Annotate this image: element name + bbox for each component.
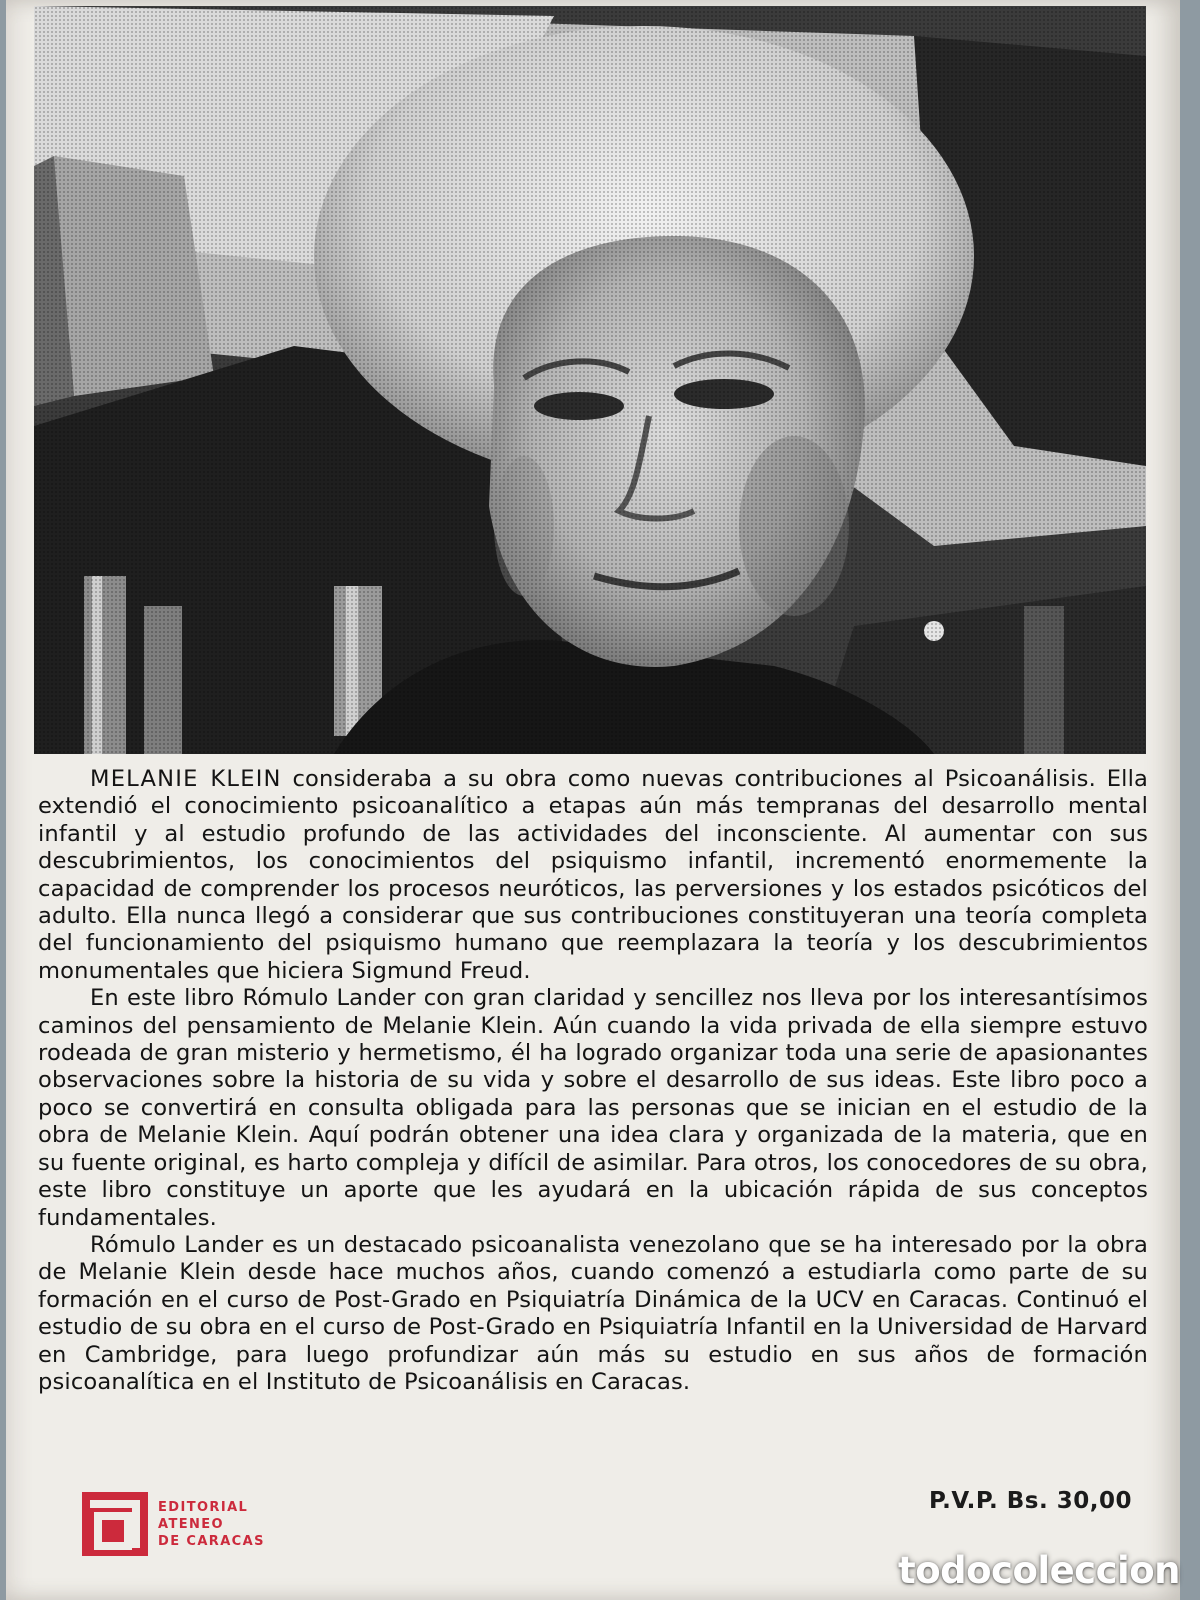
publisher-block: [82, 1492, 265, 1556]
editorial-ateneo-logo-icon: [82, 1492, 148, 1556]
publisher-line-1: EDITORIAL: [158, 1499, 249, 1515]
back-cover-blurb: [38, 766, 1148, 1396]
blurb-paragraph-2: En este libro Rómulo Lander con gran claridad y sencillez nos lleva por los interesantísimos caminos del pensamiento de Melanie Klein. Aún cuando la vida privada de ella siempre estuvo rodeada de gran misterio y hermetismo, él ha logrado organizar toda una serie de apasionantes observaciones sobre la historia de su vida y sobre el desarrollo de sus ideas. Este libro poco a poco se convertirá en consulta obligada para las personas que se inician en el estudio de la obra de Melanie Klein. Aquí podrán obtener una idea clara y organizada de la materia, que en su fuente original, es harto compleja y difícil de asimilar. Para otros, los conocedores de su obra, este libro constituye un aporte que les ayudará en la ubicación rápida de sus conceptos fundamentales.: [38, 985, 1148, 1231]
book-back-cover: [6, 0, 1180, 1600]
blurb-paragraph-3: Rómulo Lander es un destacado psicoanalista venezolano que se ha interesado por la obra de Melanie Klein desde hace muchos años, cuando comenzó a estudiarla como parte de su formación en el curso de Post-Grado en Psiquiatría Dinámica de la UCV en Caracas. Continuó el estudio de su obra en el curso de Post-Grado en Psiquiatría Infantil en la Universidad de Harvard en Cambridge, para luego profundizar aún más su estudio en sus años de formación psicoanalítica en el Instituto de Psicoanálisis en Caracas.: [38, 1231, 1148, 1395]
publisher-line-2: ATENEO: [158, 1516, 225, 1532]
publisher-line-3: DE CARACAS: [158, 1533, 265, 1549]
blurb-paragraph-1-text: consideraba a su obra como nuevas contribuciones al Psicoanálisis. Ella extendió el conocimiento psicoanalítico a etapas aún más tempranas del desarrollo mental infantil y al estudio profundo de las actividades del inconsciente. Al aumentar con sus descubrimientos, los conocimientos del psiquismo infantil, incrementó enormemente la capacidad de comprender los procesos neuróticos, las perversiones y los estados psicóticos del adulto. Ella nunca llegó a considerar que sus contribuciones constituyeran una teoría completa del funcionamiento del psiquismo humano que reemplazara la teoría y los descubrimientos monumentales que hiciera Sigmund Freud.: [38, 766, 1149, 984]
site-watermark: todocoleccion: [898, 1549, 1180, 1592]
author-name-lead: MELANIE KLEIN: [90, 766, 282, 792]
publisher-name: [158, 1499, 265, 1550]
portrait-photo-icon: [34, 6, 1146, 754]
price-label: P.V.P. Bs. 30,00: [928, 1488, 1132, 1514]
author-portrait-photo: [34, 6, 1146, 754]
blurb-paragraph-1: [38, 766, 1148, 985]
